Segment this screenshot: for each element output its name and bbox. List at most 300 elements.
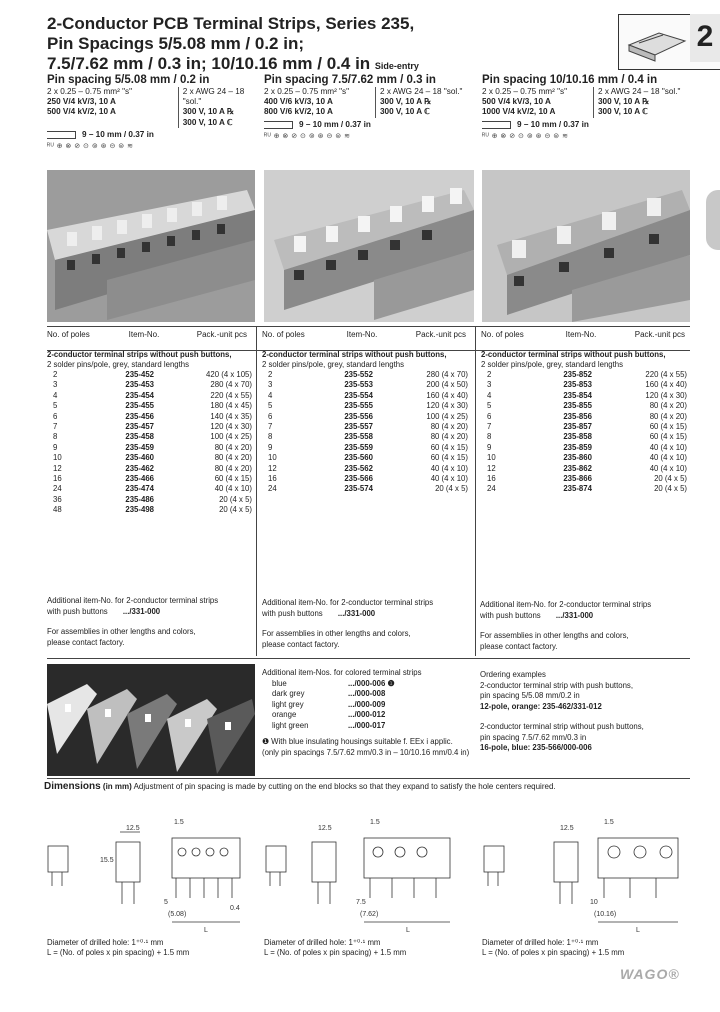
dim-label: 12.5 [318,825,332,832]
ordering-line: 2-conductor terminal strip without push buttons, [480,722,644,731]
poles-cell: 5 [268,401,273,411]
item-number-cell: 235-460 [125,453,154,463]
table-row [481,453,687,463]
poles-cell: 16 [487,474,496,484]
poles-cell: 7 [487,422,492,432]
poles-cell: 2 [487,370,492,379]
spec-text: 300 V, 10 A ℞ [182,107,235,117]
column-7-5mm [264,74,482,142]
ordering-title: Ordering examples [480,670,546,679]
spec-text: 2 x AWG 24 – 18 "sol." [598,87,681,96]
spec-text: 300 V, 10 A ℞ [380,97,432,107]
note-text: please contact factory. [47,637,125,647]
item-number-cell: 235-462 [125,463,154,473]
spec-text: 2 x 0.25 – 0.75 mm² "s" [482,87,567,96]
header-poles: No. of poles [481,330,524,339]
note-text: please contact factory. [262,639,340,649]
strip-length-icon [47,131,76,139]
poles-cell: 6 [487,411,492,421]
pack-unit-cell: 80 (4 x 20) [214,453,252,463]
color-item-number: .../000-009 [348,699,386,709]
pack-unit-cell: 40 (4 x 10) [649,463,687,473]
table-row [481,412,687,422]
section-label: 2-conductor terminal strips without push buttons, [262,350,447,359]
dim-label: L [406,927,410,934]
table-row [262,474,468,484]
poles-cell: 12 [268,463,277,473]
poles-cell: 4 [487,390,492,400]
poles-cell: 9 [53,442,58,452]
color-name: blue [272,678,287,688]
note-line [262,609,470,620]
table-row [262,484,468,494]
pack-unit-cell: 160 (4 x 40) [426,390,468,400]
ordering-line: 12-pole, orange: 235-462/331-012 [480,701,602,711]
formula-5mm [47,938,252,957]
table-row [481,391,687,401]
table-row [262,443,468,453]
table-row [262,380,468,390]
spec-block [47,87,265,128]
ordering-examples [480,670,690,754]
color-name: light grey [272,699,304,709]
item-number-cell: 235-498 [125,505,154,515]
poles-cell: 5 [487,401,492,411]
colored-strips-photo [47,664,255,776]
poles-cell: 24 [268,484,277,494]
color-footnote: (only pin spacings 7.5/7.62 mm/0.3 in – 10/10.16 mm/0.4 in) [262,747,470,757]
item-number-cell: 235-562 [344,463,373,473]
table-row [481,380,687,390]
formula-10mm [482,938,690,957]
spec-text: 300 V, 10 A ℂ [182,117,233,127]
poles-cell: 48 [53,505,62,515]
item-number-cell: 235-555 [344,401,373,411]
poles-cell: 16 [53,474,62,484]
poles-cell: 10 [53,453,62,463]
column-heading: Pin spacing 7.5/7.62 mm / 0.3 in [264,74,436,86]
ordering-line: pin spacing 7.5/7.62 mm/0.3 in [480,732,587,742]
table-top-rule [47,326,690,327]
item-number-cell: 235-855 [563,401,592,411]
table-row [47,453,252,463]
header-item: Item-No. [565,330,597,339]
item-number-cell: 235-860 [563,453,592,463]
strip-length-text: 9 – 10 mm / 0.37 in [82,129,154,139]
dim-label: 1.5 [370,819,380,826]
side-tab [706,190,720,250]
poles-cell: 7 [268,422,273,432]
color-item-number: .../000-006 ❶ [348,678,395,688]
dim-label: 15.5 [100,857,114,864]
spec-left [47,87,179,128]
spec-text: 2 x AWG 24 – 18 "sol." [380,87,463,96]
header-pack: Pack.-unit pcs [415,330,466,339]
item-number-cell: 235-559 [344,442,373,452]
item-number-cell: 235-574 [344,484,373,494]
item-number-cell: 235-455 [125,401,154,411]
parts-table-7-5mm [262,330,470,495]
product-photo-7-5mm [264,170,474,322]
table-row [47,484,252,494]
dimension-drawing [258,812,476,938]
pack-unit-cell: 20 (4 x 5) [219,505,252,515]
title-suffix: Side-entry [374,61,419,71]
notes-10mm [480,600,690,652]
color-footnote: ❶ With blue insulating housings suitable f. EEx i applic. [262,737,453,746]
column-heading: Pin spacing 10/10.16 mm / 0.4 in [482,74,658,86]
spec-block [482,87,700,118]
dim-label: 10 [590,899,598,906]
strip-length-text: 9 – 10 mm / 0.37 in [299,119,371,129]
poles-cell: 3 [487,380,492,390]
poles-cell: 6 [268,411,273,421]
title-line-2: Pin Spacings 5/5.08 mm / 0.2 in; [47,34,304,53]
poles-cell: 2 [53,370,58,379]
poles-cell: 5 [53,401,58,411]
item-number-cell: 235-457 [125,422,154,432]
spec-text: 400 V/6 kV/3, 10 A [264,97,333,107]
poles-cell: 7 [53,422,58,432]
pack-unit-cell: 120 (4 x 30) [645,390,687,400]
color-row [262,679,474,690]
pack-unit-cell: 20 (4 x 5) [435,484,468,494]
table-row [47,412,252,422]
notes-7-5mm [262,598,470,650]
title-line-3-wrap [47,54,607,76]
spec-text: 2 x AWG 24 – 18 "sol." [182,87,245,107]
spec-text: 800 V/6 kV/2, 10 A [264,107,333,117]
color-row [262,700,474,711]
terminal-sketch-icon [619,15,689,67]
dim-label: (7.62) [360,911,379,918]
pack-unit-cell: 80 (4 x 20) [214,442,252,452]
table-row [262,422,468,432]
table-header [47,330,252,350]
header-item: Item-No. [128,330,160,339]
note-text: For assemblies in other lengths and colors, [47,627,196,636]
item-number-cell: 235-474 [125,484,154,494]
parts-table [481,370,687,495]
section-rule [47,658,690,659]
header-pack: Pack.-unit pcs [634,330,685,339]
page-title [47,14,607,76]
note-line [47,607,252,618]
section-label-2: 2 solder pins/pole, grey, standard lengths [481,360,624,369]
parts-table-5mm [47,330,252,516]
item-number-cell: 235-558 [344,432,373,442]
dim-label: 12.5 [126,825,140,832]
pack-unit-cell: 420 (4 x 105) [206,370,252,379]
pack-unit-cell: 80 (4 x 20) [430,432,468,442]
formula-line: L = (No. of poles x pin spacing) + 1.5 mm [47,947,190,957]
pack-unit-cell: 60 (4 x 15) [430,453,468,463]
dimensions-heading [44,782,694,792]
header-poles: No. of poles [47,330,90,339]
table-row [47,422,252,432]
table-row [262,464,468,474]
table-row [262,412,468,422]
formula-line: Diameter of drilled hole: 1⁺⁰·¹ mm [47,938,164,947]
item-number-cell: 235-453 [125,380,154,390]
spec-text: 250 V/4 kV/3, 10 A [47,97,116,107]
table-row [47,370,252,380]
parts-table-10mm [481,330,689,495]
color-row [262,710,474,721]
pack-unit-cell: 40 (4 x 10) [430,463,468,473]
note-line [480,611,690,622]
colored-strips-image [47,664,255,776]
pack-unit-cell: 100 (4 x 25) [210,432,252,442]
spec-right [594,87,680,118]
item-number-cell: 235-458 [125,432,154,442]
pack-unit-cell: 40 (4 x 10) [214,484,252,494]
dim-label: L [636,927,640,934]
note-text: with push buttons [262,608,323,618]
poles-cell: 4 [53,390,58,400]
spec-left [264,87,376,118]
section-label-2: 2 solder pins/pole, grey, standard lengths [47,360,190,369]
pack-unit-cell: 80 (4 x 20) [649,411,687,421]
item-number-cell: 235-560 [344,453,373,463]
terminal-strip-image [47,170,255,322]
table-row [262,453,468,463]
ordering-line: 16-pole, blue: 235-566/000-006 [480,743,592,752]
item-number-cell: 235-854 [563,390,592,400]
pack-unit-cell: 280 (4 x 70) [210,380,252,390]
item-number-cell: 235-553 [344,380,373,390]
header-pack: Pack.-unit pcs [196,330,247,339]
item-number-cell: 235-466 [125,474,154,484]
color-row [262,689,474,700]
dim-label: (10.16) [594,911,617,918]
spec-block [264,87,482,118]
item-number-cell: 235-874 [563,484,592,494]
poles-cell: 2 [268,370,273,379]
formula-line: L = (No. of poles x pin spacing) + 1.5 mm [482,947,625,957]
color-list [262,679,474,732]
item-number-cell: 235-858 [563,432,592,442]
dimensions-title: Dimensions [44,781,101,792]
pack-unit-cell: 60 (4 x 15) [430,442,468,452]
poles-cell: 16 [268,474,277,484]
title-line-3: 7.5/7.62 mm / 0.3 in; 10/10.16 mm / 0.4 in [47,54,371,73]
header-poles: No. of poles [262,330,305,339]
column-5mm [47,74,265,152]
ordering-line [480,712,690,722]
spec-text: 300 V, 10 A ℂ [380,107,430,117]
table-row [262,391,468,401]
dimension-drawing [478,812,693,938]
dimensions-unit: (in mm) [102,782,132,791]
section-label: 2-conductor terminal strips without push buttons, [481,350,666,359]
table-row [47,401,252,411]
spec-right [179,87,265,128]
approval-marks: ᴿᵁ ⊕ ⊗ ⊘ ⊙ ⊚ ⊛ ⊝ ⊜ ≋ [47,143,134,151]
poles-cell: 8 [487,432,492,442]
column-divider [475,326,476,656]
poles-cell: 3 [268,380,273,390]
pack-unit-cell: 20 (4 x 5) [654,484,687,494]
ordering-line: 2-conductor terminal strip with push buttons, [480,680,633,690]
table-row [481,484,687,494]
ordering-line: pin spacing 5/5.08 mm/0.2 in [480,691,580,700]
note-code: .../331-000 [555,610,594,620]
poles-cell: 12 [487,463,496,473]
table-row [47,443,252,453]
item-number-cell: 235-554 [344,390,373,400]
note-text: For assemblies in other lengths and colors, [262,629,411,638]
table-row [481,370,687,380]
poles-cell: 24 [487,484,496,494]
table-row [481,432,687,442]
poles-cell: 3 [53,380,58,390]
table-row [47,391,252,401]
table-row [47,464,252,474]
table-header [481,330,689,350]
terminal-strip-image [482,170,690,322]
note-code: .../331-000 [337,608,376,618]
poles-cell: 9 [487,442,492,452]
note-text: Additional item-No. for 2-conductor terminal strips [47,596,219,605]
note-text: please contact factory. [480,641,558,651]
item-number-cell: 235-859 [563,442,592,452]
pack-unit-cell: 220 (4 x 55) [645,370,687,379]
pack-unit-cell: 20 (4 x 5) [654,474,687,484]
pack-unit-cell: 80 (4 x 20) [430,422,468,432]
item-number-cell: 235-454 [125,390,154,400]
pack-unit-cell: 60 (4 x 15) [649,422,687,432]
item-number-cell: 235-456 [125,411,154,421]
item-number-cell: 235-552 [344,370,373,379]
poles-cell: 6 [53,411,58,421]
notes-5mm [47,596,252,648]
pack-unit-cell: 40 (4 x 10) [430,474,468,484]
terminal-strip-image [264,170,474,322]
column-heading: Pin spacing 5/5.08 mm / 0.2 in [47,74,210,86]
pack-unit-cell: 280 (4 x 70) [426,370,468,379]
section-label: 2-conductor terminal strips without push buttons, [47,350,232,359]
dim-label: (5.08) [168,911,187,918]
approval-marks: ᴿᵁ ⊕ ⊗ ⊘ ⊙ ⊚ ⊛ ⊝ ⊜ ≋ [482,132,569,140]
section-number: 2 [690,14,720,62]
spec-text: 300 V, 10 A ℂ [598,107,648,117]
pack-unit-cell: 20 (4 x 5) [219,494,252,504]
product-photo-5mm [47,170,255,322]
column-10mm [482,74,700,142]
color-row [262,721,474,732]
note-text: with push buttons [480,610,541,620]
item-number-cell: 235-852 [563,370,592,379]
strip-length-icon [482,121,511,129]
table-header [262,330,470,350]
color-name: dark grey [272,689,305,698]
pack-unit-cell: 120 (4 x 30) [210,422,252,432]
colors-title: Additional item-Nos. for colored terminal strips [262,668,422,677]
wago-logo: WAGO® [620,966,680,982]
strip-length [264,120,482,130]
item-number-cell: 235-853 [563,380,592,390]
item-number-cell: 235-557 [344,422,373,432]
dim-label: 1.5 [604,819,614,826]
poles-cell: 4 [268,390,273,400]
pack-unit-cell: 100 (4 x 25) [426,411,468,421]
spec-text: 300 V, 10 A ℞ [598,97,650,107]
item-number-cell: 235-857 [563,422,592,432]
strip-length [47,130,265,140]
strip-length-icon [264,121,293,129]
pack-unit-cell: 160 (4 x 40) [645,380,687,390]
spec-text: 500 V/4 kV/2, 10 A [47,107,116,117]
note-code: .../331-000 [122,606,161,616]
table-row [47,495,252,505]
color-item-number: .../000-012 [348,710,386,719]
poles-cell: 8 [53,432,58,442]
note-text: with push buttons [47,606,108,616]
dim-label: 1.5 [174,819,184,826]
dim-label: 7.5 [356,899,366,906]
pack-unit-cell: 120 (4 x 30) [426,401,468,411]
spec-text: 1000 V/4 kV/2, 10 A [482,107,556,117]
poles-cell: 36 [53,494,62,504]
poles-cell: 12 [53,463,62,473]
pack-unit-cell: 60 (4 x 15) [649,432,687,442]
dimension-drawing-7-5mm [258,812,476,938]
pack-unit-cell: 40 (4 x 10) [649,442,687,452]
poles-cell: 9 [268,442,273,452]
formula-7-5mm [264,938,472,957]
spec-right [376,87,462,118]
note-text: For assemblies in other lengths and colors, [480,631,629,640]
item-number-cell: 235-862 [563,463,592,473]
table-row [481,464,687,474]
table-row [262,370,468,380]
dim-label: L [204,927,208,934]
parts-table [262,370,468,495]
pack-unit-cell: 60 (4 x 15) [214,474,252,484]
spec-left [482,87,594,118]
table-row [47,432,252,442]
spec-text: 2 x 0.25 – 0.75 mm² "s" [264,87,349,96]
table-row [481,443,687,453]
strip-length-text: 9 – 10 mm / 0.37 in [517,119,589,129]
formula-line: L = (No. of poles x pin spacing) + 1.5 mm [264,947,407,957]
formula-line: Diameter of drilled hole: 1⁺⁰·¹ mm [482,938,599,947]
pack-unit-cell: 180 (4 x 45) [210,401,252,411]
parts-table [47,370,252,516]
spec-text: 500 V/4 kV/3, 10 A [482,97,551,107]
table-row [481,474,687,484]
table-row [47,380,252,390]
header-item: Item-No. [346,330,378,339]
item-number-cell: 235-452 [125,370,154,379]
table-row [262,432,468,442]
pack-unit-cell: 40 (4 x 10) [649,453,687,463]
item-number-cell: 235-459 [125,442,154,452]
section-label-2: 2 solder pins/pole, grey, standard lengths [262,360,405,369]
poles-cell: 24 [53,484,62,494]
pack-unit-cell: 80 (4 x 20) [649,401,687,411]
pack-unit-cell: 200 (4 x 50) [426,380,468,390]
column-divider [256,326,257,656]
dim-label: 0.4 [230,905,240,912]
spec-text: 2 x 0.25 – 0.75 mm² "s" [47,87,132,96]
poles-cell: 8 [268,432,273,442]
note-text: Additional item-No. for 2-conductor terminal strips [480,600,652,609]
table-row [262,401,468,411]
table-row [47,474,252,484]
dim-label: 5 [164,899,168,906]
